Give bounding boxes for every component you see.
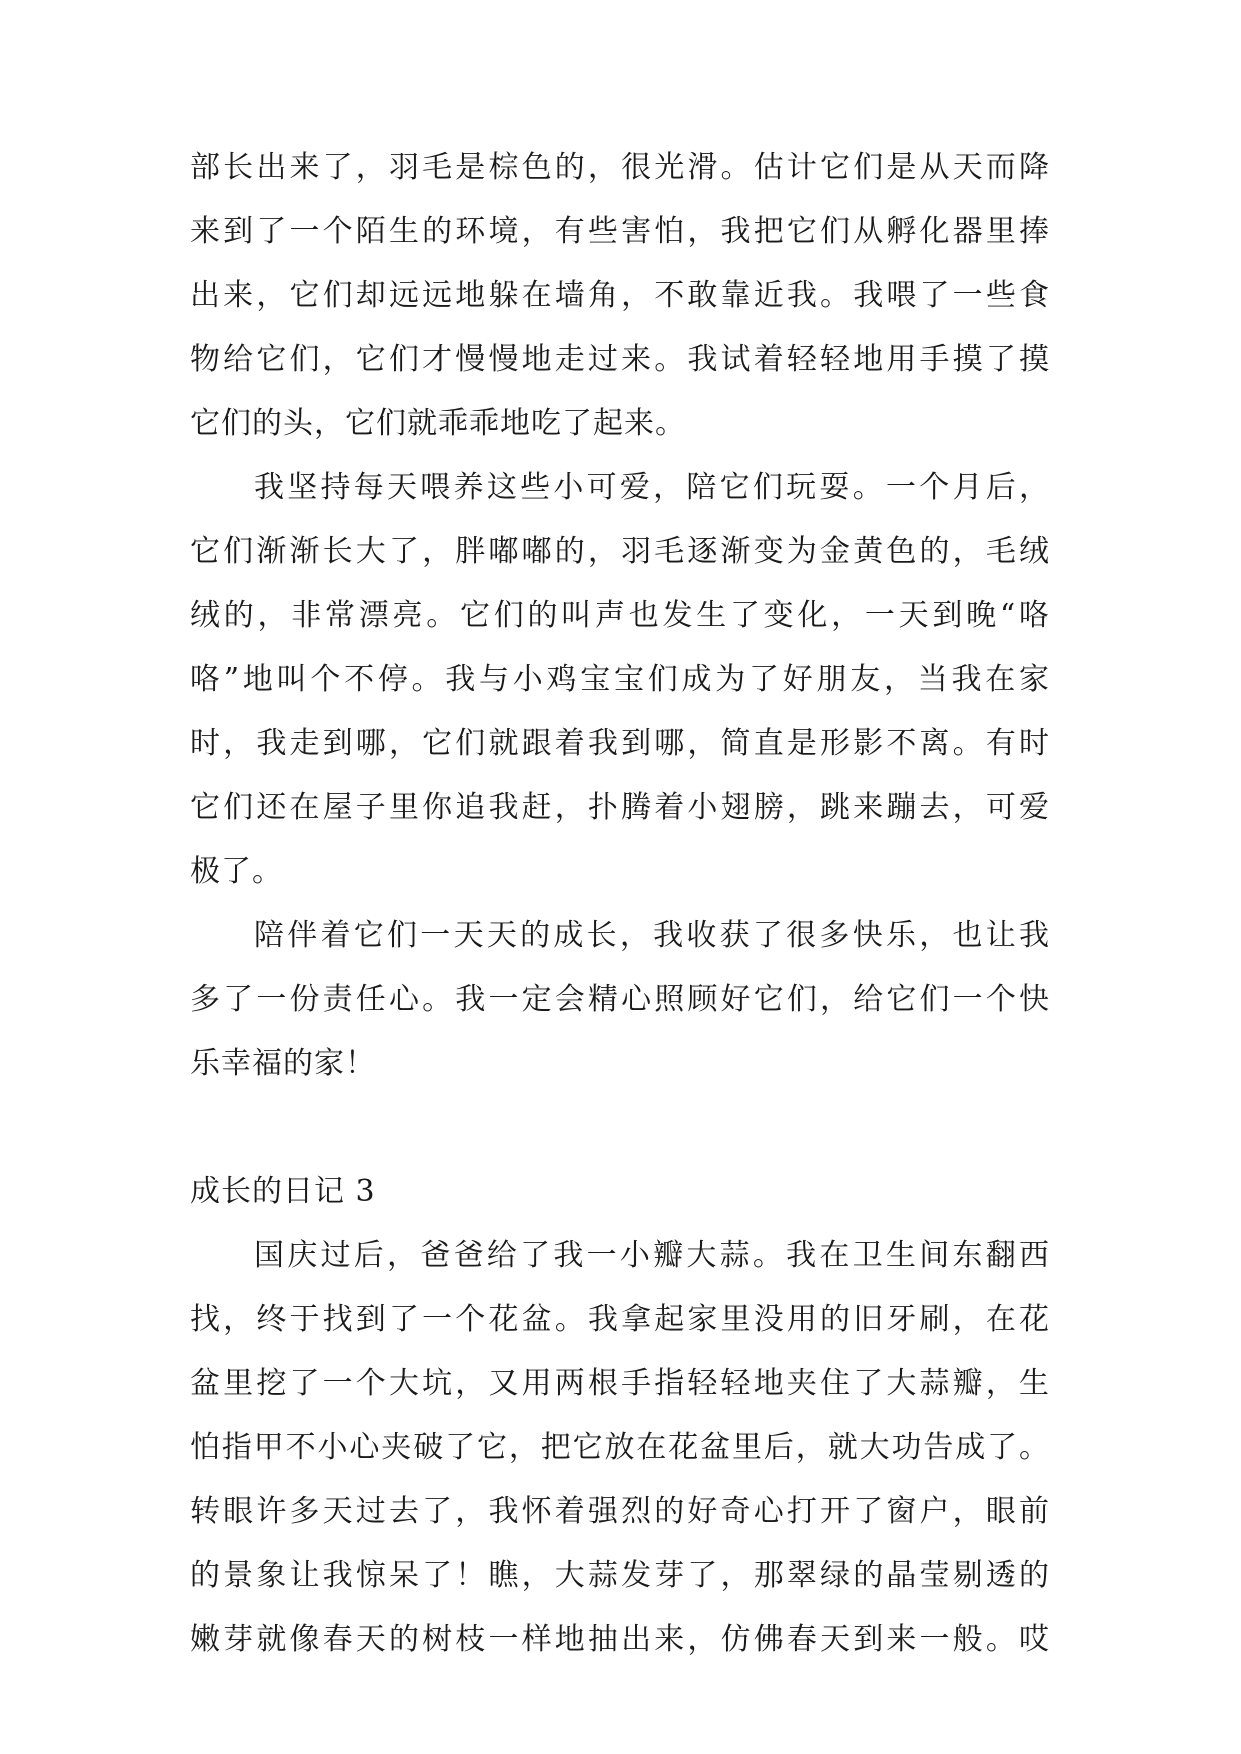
paragraph-line: 怕指甲不小心夹破了它，把它放在花盆里后，就大功告成了。 xyxy=(190,1430,1050,1465)
paragraph-line: 它们渐渐长大了，胖嘟嘟的，羽毛逐渐变为金黄色的，毛绒 xyxy=(190,534,1050,569)
paragraph-2 xyxy=(190,456,1050,904)
paragraph-line: 找，终于找到了一个花盆。我拿起家里没用的旧牙刷，在花 xyxy=(190,1302,1050,1337)
paragraph-4 xyxy=(190,1224,1050,1672)
paragraph-line: 时，我走到哪，它们就跟着我到哪，简直是形影不离。有时 xyxy=(190,726,1050,761)
section-title: 成长的日记 3 xyxy=(190,1174,376,1209)
section-gap xyxy=(190,1096,1050,1160)
paragraph-line: 绒的，非常漂亮。它们的叫声也发生了变化，一天到晚“咯 xyxy=(190,598,1050,633)
paragraph-3 xyxy=(190,904,1050,1096)
paragraph-line: 部长出来了，羽毛是棕色的，很光滑。估计它们是从天而降 xyxy=(190,150,1050,185)
paragraph-line: 它们还在屋子里你追我赶，扑腾着小翅膀，跳来蹦去，可爱 xyxy=(190,790,1050,825)
paragraph-line: 乐幸福的家！ xyxy=(190,1046,376,1081)
paragraph-line: 嫩芽就像春天的树枝一样地抽出来，仿佛春天到来一般。哎 xyxy=(190,1622,1050,1657)
paragraph-line: 多了一份责任心。我一定会精心照顾好它们，给它们一个快 xyxy=(190,982,1050,1017)
paragraph-line: 我坚持每天喂养这些小可爱，陪它们玩耍。一个月后， xyxy=(254,470,1050,505)
paragraph-line: 的景象让我惊呆了！瞧，大蒜发芽了，那翠绿的晶莹剔透的 xyxy=(190,1558,1050,1593)
paragraph-line: 极了。 xyxy=(190,854,283,889)
paragraph-1 xyxy=(190,136,1050,456)
paragraph-line: 咯”地叫个不停。我与小鸡宝宝们成为了好朋友，当我在家 xyxy=(190,662,1050,697)
paragraph-line: 它们的头，它们就乖乖地吃了起来。 xyxy=(190,406,686,441)
paragraph-line: 出来，它们却远远地躲在墙角，不敢靠近我。我喂了一些食 xyxy=(190,278,1050,313)
document-body xyxy=(190,136,1050,1672)
paragraph-line: 盆里挖了一个大坑，又用两根手指轻轻地夹住了大蒜瓣，生 xyxy=(190,1366,1050,1401)
paragraph-line: 转眼许多天过去了，我怀着强烈的好奇心打开了窗户，眼前 xyxy=(190,1494,1050,1529)
paragraph-line: 陪伴着它们一天天的成长，我收获了很多快乐，也让我 xyxy=(254,918,1050,953)
paragraph-line: 来到了一个陌生的环境，有些害怕，我把它们从孵化器里捧 xyxy=(190,214,1050,249)
paragraph-line: 国庆过后，爸爸给了我一小瓣大蒜。我在卫生间东翻西 xyxy=(254,1238,1050,1273)
paragraph-line: 物给它们，它们才慢慢地走过来。我试着轻轻地用手摸了摸 xyxy=(190,342,1050,377)
